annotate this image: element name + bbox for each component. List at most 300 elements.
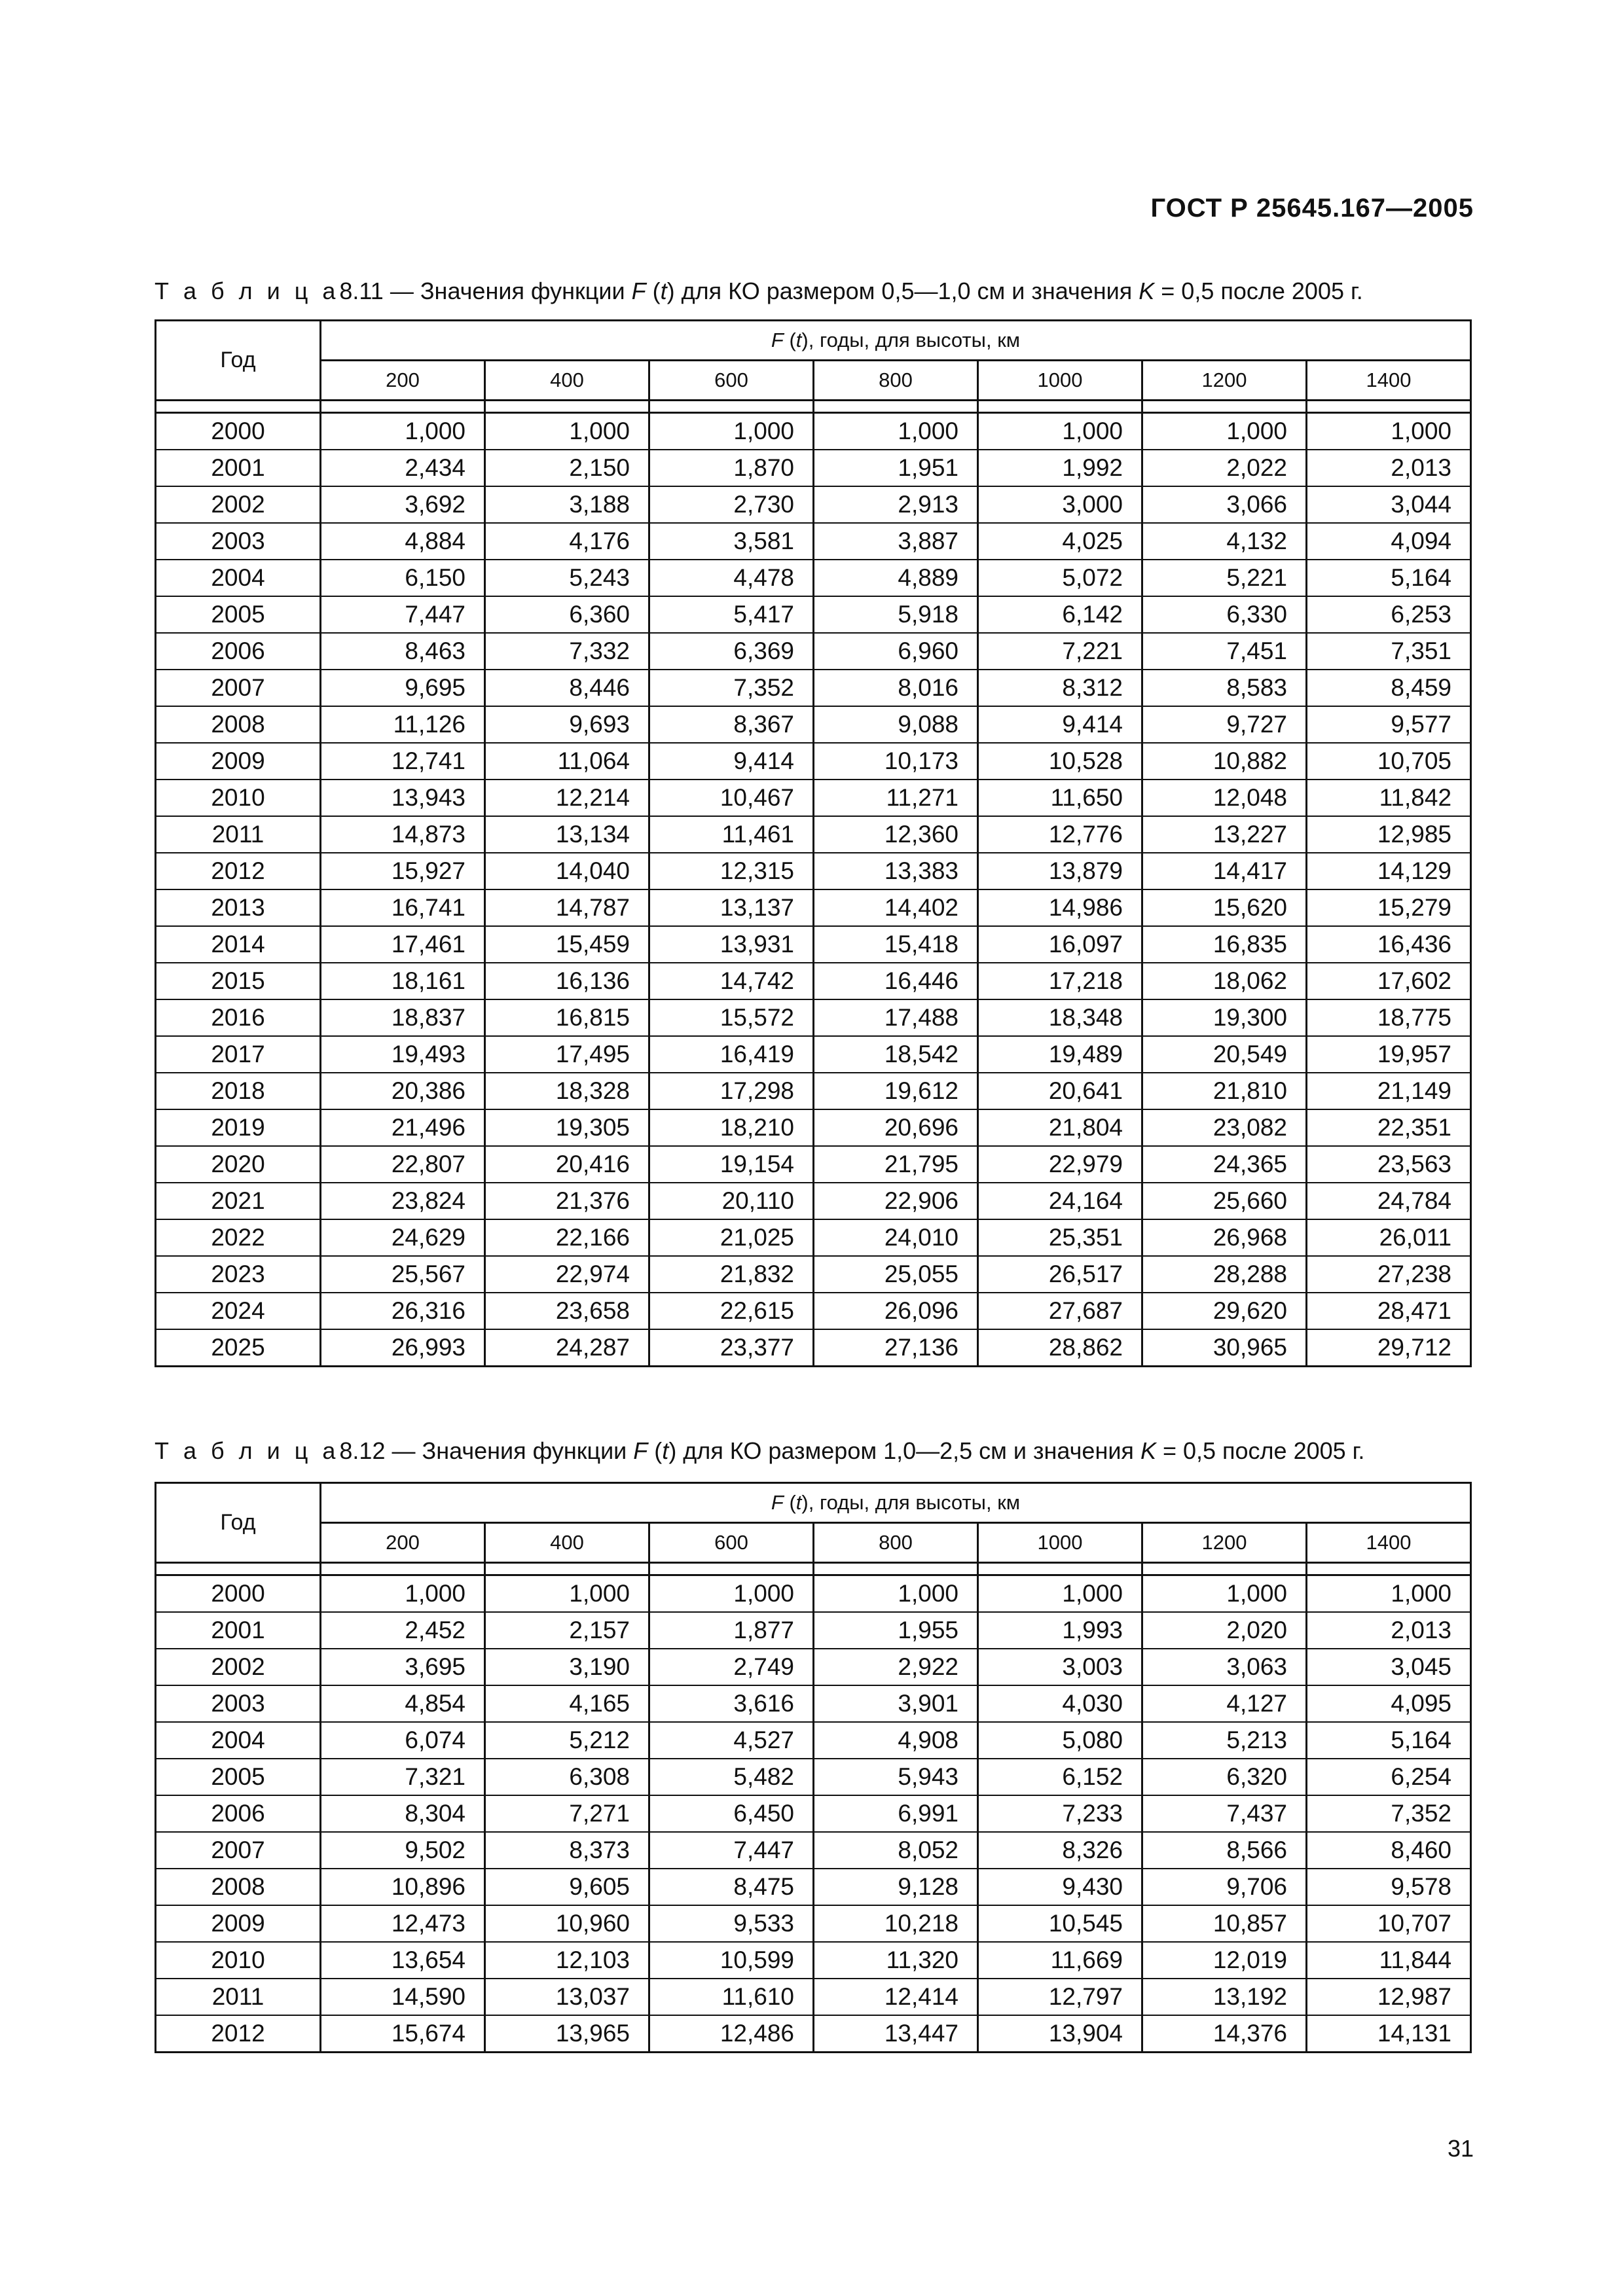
value-cell: 14,417 bbox=[1142, 853, 1307, 889]
value-cell: 9,695 bbox=[321, 670, 485, 706]
table-row bbox=[156, 2015, 1471, 2053]
value-cell: 16,446 bbox=[814, 963, 978, 999]
header-gap-cell bbox=[978, 1563, 1142, 1575]
value-cell: 1,000 bbox=[321, 1575, 485, 1613]
table-row bbox=[156, 560, 1471, 596]
caption-k: K bbox=[1140, 1437, 1156, 1464]
value-cell: 25,351 bbox=[978, 1219, 1142, 1256]
value-cell: 10,882 bbox=[1142, 743, 1307, 780]
value-cell: 1,000 bbox=[978, 413, 1142, 450]
year-cell: 2023 bbox=[156, 1256, 321, 1293]
value-cell: 1,870 bbox=[649, 450, 814, 486]
value-cell: 5,918 bbox=[814, 596, 978, 633]
value-cell: 28,288 bbox=[1142, 1256, 1307, 1293]
value-cell: 22,351 bbox=[1307, 1109, 1471, 1146]
value-cell: 15,279 bbox=[1307, 889, 1471, 926]
value-cell: 24,365 bbox=[1142, 1146, 1307, 1183]
value-cell: 3,003 bbox=[978, 1649, 1142, 1685]
year-cell: 2021 bbox=[156, 1183, 321, 1219]
height-header: 1400 bbox=[1307, 1523, 1471, 1563]
value-cell: 15,418 bbox=[814, 926, 978, 963]
value-cell: 11,320 bbox=[814, 1942, 978, 1979]
year-cell: 2014 bbox=[156, 926, 321, 963]
value-cell: 26,517 bbox=[978, 1256, 1142, 1293]
value-cell: 2,434 bbox=[321, 450, 485, 486]
year-cell: 2008 bbox=[156, 1869, 321, 1905]
value-cell: 18,837 bbox=[321, 999, 485, 1036]
year-cell: 2012 bbox=[156, 2015, 321, 2053]
value-cell: 12,776 bbox=[978, 816, 1142, 853]
table-row bbox=[156, 853, 1471, 889]
year-cell: 2017 bbox=[156, 1036, 321, 1073]
year-cell: 2005 bbox=[156, 1759, 321, 1795]
year-cell: 2018 bbox=[156, 1073, 321, 1109]
value-cell: 18,542 bbox=[814, 1036, 978, 1073]
value-cell: 26,096 bbox=[814, 1293, 978, 1329]
value-cell: 8,016 bbox=[814, 670, 978, 706]
caption-func: F bbox=[633, 1437, 648, 1464]
value-cell: 18,062 bbox=[1142, 963, 1307, 999]
value-cell: 13,227 bbox=[1142, 816, 1307, 853]
value-cell: 1,000 bbox=[1142, 413, 1307, 450]
value-cell: 10,857 bbox=[1142, 1905, 1307, 1942]
table-row bbox=[156, 486, 1471, 523]
value-cell: 25,055 bbox=[814, 1256, 978, 1293]
value-cell: 24,164 bbox=[978, 1183, 1142, 1219]
year-header: Год bbox=[156, 1483, 321, 1563]
value-cell: 20,549 bbox=[1142, 1036, 1307, 1073]
value-cell: 9,693 bbox=[485, 706, 649, 743]
value-cell: 10,707 bbox=[1307, 1905, 1471, 1942]
caption-text-post: = 0,5 после 2005 г. bbox=[1156, 1437, 1365, 1464]
value-cell: 8,304 bbox=[321, 1795, 485, 1832]
value-cell: 16,835 bbox=[1142, 926, 1307, 963]
year-cell: 2002 bbox=[156, 1649, 321, 1685]
value-cell: 3,901 bbox=[814, 1685, 978, 1722]
value-cell: 11,842 bbox=[1307, 780, 1471, 816]
height-header: 1200 bbox=[1142, 1523, 1307, 1563]
value-cell: 9,414 bbox=[649, 743, 814, 780]
caption-func: F bbox=[631, 278, 646, 304]
value-cell: 8,459 bbox=[1307, 670, 1471, 706]
table-row bbox=[156, 706, 1471, 743]
value-cell: 11,126 bbox=[321, 706, 485, 743]
value-cell: 9,578 bbox=[1307, 1869, 1471, 1905]
value-cell: 21,795 bbox=[814, 1146, 978, 1183]
value-cell: 12,103 bbox=[485, 1942, 649, 1979]
value-cell: 28,862 bbox=[978, 1329, 1142, 1367]
value-cell: 18,161 bbox=[321, 963, 485, 999]
year-cell: 2013 bbox=[156, 889, 321, 926]
caption-number: 8.12 bbox=[339, 1437, 386, 1464]
value-cell: 2,022 bbox=[1142, 450, 1307, 486]
value-cell: 20,110 bbox=[649, 1183, 814, 1219]
value-cell: 27,238 bbox=[1307, 1256, 1471, 1293]
value-cell: 11,610 bbox=[649, 1979, 814, 2015]
value-cell: 6,450 bbox=[649, 1795, 814, 1832]
value-cell: 8,367 bbox=[649, 706, 814, 743]
value-cell: 4,025 bbox=[978, 523, 1142, 560]
table-row bbox=[156, 670, 1471, 706]
value-cell: 26,968 bbox=[1142, 1219, 1307, 1256]
value-cell: 4,095 bbox=[1307, 1685, 1471, 1722]
year-header: Год bbox=[156, 321, 321, 401]
value-cell: 6,152 bbox=[978, 1759, 1142, 1795]
value-cell: 19,489 bbox=[978, 1036, 1142, 1073]
value-cell: 7,321 bbox=[321, 1759, 485, 1795]
value-cell: 27,136 bbox=[814, 1329, 978, 1367]
table-row bbox=[156, 450, 1471, 486]
value-cell: 16,436 bbox=[1307, 926, 1471, 963]
header-gap-cell bbox=[485, 401, 649, 413]
caption-arg: t bbox=[662, 1437, 669, 1464]
caption-text-mid: ) для КО размером 0,5—1,0 см и значения bbox=[666, 278, 1139, 304]
value-cell: 29,712 bbox=[1307, 1329, 1471, 1367]
value-cell: 22,974 bbox=[485, 1256, 649, 1293]
table-row bbox=[156, 413, 1471, 450]
value-cell: 23,082 bbox=[1142, 1109, 1307, 1146]
table-row bbox=[156, 1649, 1471, 1685]
table-row bbox=[156, 1036, 1471, 1073]
value-cell: 7,447 bbox=[321, 596, 485, 633]
value-cell: 12,414 bbox=[814, 1979, 978, 2015]
value-cell: 21,149 bbox=[1307, 1073, 1471, 1109]
value-cell: 19,612 bbox=[814, 1073, 978, 1109]
value-cell: 10,218 bbox=[814, 1905, 978, 1942]
year-cell: 2000 bbox=[156, 413, 321, 450]
year-cell: 2011 bbox=[156, 816, 321, 853]
value-cell: 2,922 bbox=[814, 1649, 978, 1685]
caption-text-mid: ) для КО размером 1,0—2,5 см и значения bbox=[668, 1437, 1140, 1464]
height-header: 200 bbox=[321, 361, 485, 401]
value-cell: 13,383 bbox=[814, 853, 978, 889]
year-cell: 2011 bbox=[156, 1979, 321, 2015]
value-cell: 8,326 bbox=[978, 1832, 1142, 1869]
table-row bbox=[156, 1869, 1471, 1905]
value-cell: 11,271 bbox=[814, 780, 978, 816]
value-cell: 9,533 bbox=[649, 1905, 814, 1942]
value-cell: 24,010 bbox=[814, 1219, 978, 1256]
value-cell: 4,884 bbox=[321, 523, 485, 560]
value-cell: 9,577 bbox=[1307, 706, 1471, 743]
height-header: 1400 bbox=[1307, 361, 1471, 401]
value-cell: 3,692 bbox=[321, 486, 485, 523]
value-cell: 7,351 bbox=[1307, 633, 1471, 670]
value-cell: 14,590 bbox=[321, 1979, 485, 2015]
value-cell: 9,088 bbox=[814, 706, 978, 743]
value-cell: 2,749 bbox=[649, 1649, 814, 1685]
year-cell: 2007 bbox=[156, 670, 321, 706]
table-row bbox=[156, 1183, 1471, 1219]
group-header bbox=[321, 1483, 1471, 1523]
table-row bbox=[156, 1293, 1471, 1329]
value-cell: 3,616 bbox=[649, 1685, 814, 1722]
value-cell: 8,583 bbox=[1142, 670, 1307, 706]
height-header: 1200 bbox=[1142, 361, 1307, 401]
value-cell: 14,131 bbox=[1307, 2015, 1471, 2053]
value-cell: 8,460 bbox=[1307, 1832, 1471, 1869]
value-cell: 22,807 bbox=[321, 1146, 485, 1183]
value-cell: 7,352 bbox=[1307, 1795, 1471, 1832]
table-row bbox=[156, 1685, 1471, 1722]
value-cell: 16,815 bbox=[485, 999, 649, 1036]
value-cell: 20,386 bbox=[321, 1073, 485, 1109]
year-cell: 2003 bbox=[156, 523, 321, 560]
value-cell: 29,620 bbox=[1142, 1293, 1307, 1329]
value-cell: 4,889 bbox=[814, 560, 978, 596]
value-cell: 3,045 bbox=[1307, 1649, 1471, 1685]
value-cell: 9,706 bbox=[1142, 1869, 1307, 1905]
value-cell: 1,000 bbox=[485, 1575, 649, 1613]
value-cell: 14,986 bbox=[978, 889, 1142, 926]
value-cell: 22,615 bbox=[649, 1293, 814, 1329]
value-cell: 4,127 bbox=[1142, 1685, 1307, 1722]
value-cell: 21,804 bbox=[978, 1109, 1142, 1146]
value-cell: 12,214 bbox=[485, 780, 649, 816]
value-cell: 6,142 bbox=[978, 596, 1142, 633]
value-cell: 1,955 bbox=[814, 1612, 978, 1649]
value-cell: 17,461 bbox=[321, 926, 485, 963]
value-cell: 17,602 bbox=[1307, 963, 1471, 999]
value-cell: 1,000 bbox=[1142, 1575, 1307, 1613]
value-cell: 23,563 bbox=[1307, 1146, 1471, 1183]
value-cell: 15,620 bbox=[1142, 889, 1307, 926]
table-row bbox=[156, 816, 1471, 853]
value-cell: 5,212 bbox=[485, 1722, 649, 1759]
value-cell: 25,660 bbox=[1142, 1183, 1307, 1219]
value-cell: 1,877 bbox=[649, 1612, 814, 1649]
value-cell: 16,741 bbox=[321, 889, 485, 926]
value-cell: 19,493 bbox=[321, 1036, 485, 1073]
value-cell: 13,931 bbox=[649, 926, 814, 963]
table-row bbox=[156, 1073, 1471, 1109]
year-cell: 2010 bbox=[156, 780, 321, 816]
table-row bbox=[156, 1979, 1471, 2015]
value-cell: 7,437 bbox=[1142, 1795, 1307, 1832]
value-cell: 10,467 bbox=[649, 780, 814, 816]
height-header: 400 bbox=[485, 1523, 649, 1563]
year-cell: 2016 bbox=[156, 999, 321, 1036]
value-cell: 14,402 bbox=[814, 889, 978, 926]
value-cell: 24,287 bbox=[485, 1329, 649, 1367]
value-cell: 4,094 bbox=[1307, 523, 1471, 560]
value-cell: 4,176 bbox=[485, 523, 649, 560]
caption-text-post: = 0,5 после 2005 г. bbox=[1154, 278, 1363, 304]
value-cell: 4,030 bbox=[978, 1685, 1142, 1722]
value-cell: 8,475 bbox=[649, 1869, 814, 1905]
table-row bbox=[156, 1219, 1471, 1256]
value-cell: 7,447 bbox=[649, 1832, 814, 1869]
value-cell: 14,873 bbox=[321, 816, 485, 853]
group-header bbox=[321, 321, 1471, 361]
value-cell: 18,348 bbox=[978, 999, 1142, 1036]
value-cell: 1,000 bbox=[814, 413, 978, 450]
value-cell: 5,243 bbox=[485, 560, 649, 596]
value-cell: 1,000 bbox=[1307, 1575, 1471, 1613]
value-cell: 7,451 bbox=[1142, 633, 1307, 670]
header-gap-cell bbox=[156, 401, 321, 413]
table-caption-8-11 bbox=[155, 278, 1363, 305]
value-cell: 14,742 bbox=[649, 963, 814, 999]
value-cell: 15,674 bbox=[321, 2015, 485, 2053]
table-row bbox=[156, 1795, 1471, 1832]
value-cell: 5,221 bbox=[1142, 560, 1307, 596]
table-row bbox=[156, 633, 1471, 670]
value-cell: 9,128 bbox=[814, 1869, 978, 1905]
value-cell: 1,951 bbox=[814, 450, 978, 486]
value-cell: 10,545 bbox=[978, 1905, 1142, 1942]
table-row bbox=[156, 1109, 1471, 1146]
value-cell: 2,730 bbox=[649, 486, 814, 523]
value-cell: 2,157 bbox=[485, 1612, 649, 1649]
header-gap-cell bbox=[649, 401, 814, 413]
table-row bbox=[156, 1329, 1471, 1367]
header-gap-cell bbox=[321, 1563, 485, 1575]
value-cell: 23,658 bbox=[485, 1293, 649, 1329]
table-8-11 bbox=[155, 319, 1472, 1367]
value-cell: 1,992 bbox=[978, 450, 1142, 486]
value-cell: 4,854 bbox=[321, 1685, 485, 1722]
table-row bbox=[156, 596, 1471, 633]
header-gap-cell bbox=[814, 401, 978, 413]
table-row bbox=[156, 1832, 1471, 1869]
group-paren: ( bbox=[783, 1491, 796, 1514]
value-cell: 7,352 bbox=[649, 670, 814, 706]
value-cell: 12,985 bbox=[1307, 816, 1471, 853]
table-8-12 bbox=[155, 1482, 1472, 2053]
table-row bbox=[156, 1575, 1471, 1613]
value-cell: 3,695 bbox=[321, 1649, 485, 1685]
value-cell: 19,305 bbox=[485, 1109, 649, 1146]
caption-word: Т а б л и ц а bbox=[155, 1437, 340, 1464]
table-row bbox=[156, 1722, 1471, 1759]
year-cell: 2007 bbox=[156, 1832, 321, 1869]
value-cell: 6,369 bbox=[649, 633, 814, 670]
value-cell: 7,221 bbox=[978, 633, 1142, 670]
value-cell: 15,459 bbox=[485, 926, 649, 963]
value-cell: 6,330 bbox=[1142, 596, 1307, 633]
caption-text: — Значения функции bbox=[383, 278, 632, 304]
value-cell: 8,446 bbox=[485, 670, 649, 706]
year-cell: 2022 bbox=[156, 1219, 321, 1256]
group-text: ), годы, для высоты, км bbox=[801, 329, 1021, 351]
value-cell: 2,913 bbox=[814, 486, 978, 523]
value-cell: 6,960 bbox=[814, 633, 978, 670]
value-cell: 1,000 bbox=[321, 413, 485, 450]
value-cell: 1,993 bbox=[978, 1612, 1142, 1649]
value-cell: 1,000 bbox=[814, 1575, 978, 1613]
value-cell: 2,013 bbox=[1307, 450, 1471, 486]
value-cell: 9,605 bbox=[485, 1869, 649, 1905]
value-cell: 11,461 bbox=[649, 816, 814, 853]
value-cell: 5,943 bbox=[814, 1759, 978, 1795]
year-cell: 2024 bbox=[156, 1293, 321, 1329]
value-cell: 13,904 bbox=[978, 2015, 1142, 2053]
value-cell: 30,965 bbox=[1142, 1329, 1307, 1367]
value-cell: 12,486 bbox=[649, 2015, 814, 2053]
group-arg: t bbox=[795, 1491, 802, 1514]
year-cell: 2009 bbox=[156, 1905, 321, 1942]
height-header: 200 bbox=[321, 1523, 485, 1563]
value-cell: 17,488 bbox=[814, 999, 978, 1036]
value-cell: 20,696 bbox=[814, 1109, 978, 1146]
table-row bbox=[156, 1146, 1471, 1183]
value-cell: 8,463 bbox=[321, 633, 485, 670]
table-row bbox=[156, 1256, 1471, 1293]
value-cell: 7,332 bbox=[485, 633, 649, 670]
table-row bbox=[156, 743, 1471, 780]
value-cell: 17,218 bbox=[978, 963, 1142, 999]
value-cell: 12,741 bbox=[321, 743, 485, 780]
value-cell: 1,000 bbox=[649, 1575, 814, 1613]
value-cell: 10,896 bbox=[321, 1869, 485, 1905]
value-cell: 11,064 bbox=[485, 743, 649, 780]
year-cell: 2006 bbox=[156, 633, 321, 670]
header-gap-cell bbox=[1142, 1563, 1307, 1575]
value-cell: 5,164 bbox=[1307, 560, 1471, 596]
value-cell: 4,132 bbox=[1142, 523, 1307, 560]
value-cell: 26,011 bbox=[1307, 1219, 1471, 1256]
value-cell: 18,328 bbox=[485, 1073, 649, 1109]
value-cell: 22,906 bbox=[814, 1183, 978, 1219]
value-cell: 12,987 bbox=[1307, 1979, 1471, 2015]
value-cell: 19,154 bbox=[649, 1146, 814, 1183]
value-cell: 6,991 bbox=[814, 1795, 978, 1832]
value-cell: 13,654 bbox=[321, 1942, 485, 1979]
value-cell: 23,824 bbox=[321, 1183, 485, 1219]
height-header: 1000 bbox=[978, 361, 1142, 401]
height-header: 800 bbox=[814, 361, 978, 401]
value-cell: 6,074 bbox=[321, 1722, 485, 1759]
year-cell: 2025 bbox=[156, 1329, 321, 1367]
caption-number: 8.11 bbox=[339, 278, 384, 304]
value-cell: 8,373 bbox=[485, 1832, 649, 1869]
value-cell: 3,190 bbox=[485, 1649, 649, 1685]
value-cell: 12,315 bbox=[649, 853, 814, 889]
value-cell: 23,377 bbox=[649, 1329, 814, 1367]
value-cell: 7,271 bbox=[485, 1795, 649, 1832]
value-cell: 4,478 bbox=[649, 560, 814, 596]
value-cell: 5,417 bbox=[649, 596, 814, 633]
value-cell: 13,192 bbox=[1142, 1979, 1307, 2015]
year-cell: 2004 bbox=[156, 560, 321, 596]
value-cell: 9,430 bbox=[978, 1869, 1142, 1905]
height-header: 600 bbox=[649, 361, 814, 401]
value-cell: 4,165 bbox=[485, 1685, 649, 1722]
value-cell: 16,097 bbox=[978, 926, 1142, 963]
table-row bbox=[156, 1759, 1471, 1795]
value-cell: 18,210 bbox=[649, 1109, 814, 1146]
value-cell: 24,784 bbox=[1307, 1183, 1471, 1219]
value-cell: 13,134 bbox=[485, 816, 649, 853]
value-cell: 3,000 bbox=[978, 486, 1142, 523]
year-cell: 2004 bbox=[156, 1722, 321, 1759]
value-cell: 18,775 bbox=[1307, 999, 1471, 1036]
value-cell: 6,253 bbox=[1307, 596, 1471, 633]
table-row bbox=[156, 1612, 1471, 1649]
year-cell: 2010 bbox=[156, 1942, 321, 1979]
value-cell: 3,581 bbox=[649, 523, 814, 560]
header-gap-cell bbox=[978, 401, 1142, 413]
value-cell: 6,150 bbox=[321, 560, 485, 596]
value-cell: 21,810 bbox=[1142, 1073, 1307, 1109]
value-cell: 3,066 bbox=[1142, 486, 1307, 523]
table-caption-8-12 bbox=[155, 1437, 1364, 1465]
value-cell: 9,727 bbox=[1142, 706, 1307, 743]
value-cell: 10,173 bbox=[814, 743, 978, 780]
year-cell: 2005 bbox=[156, 596, 321, 633]
year-cell: 2001 bbox=[156, 450, 321, 486]
